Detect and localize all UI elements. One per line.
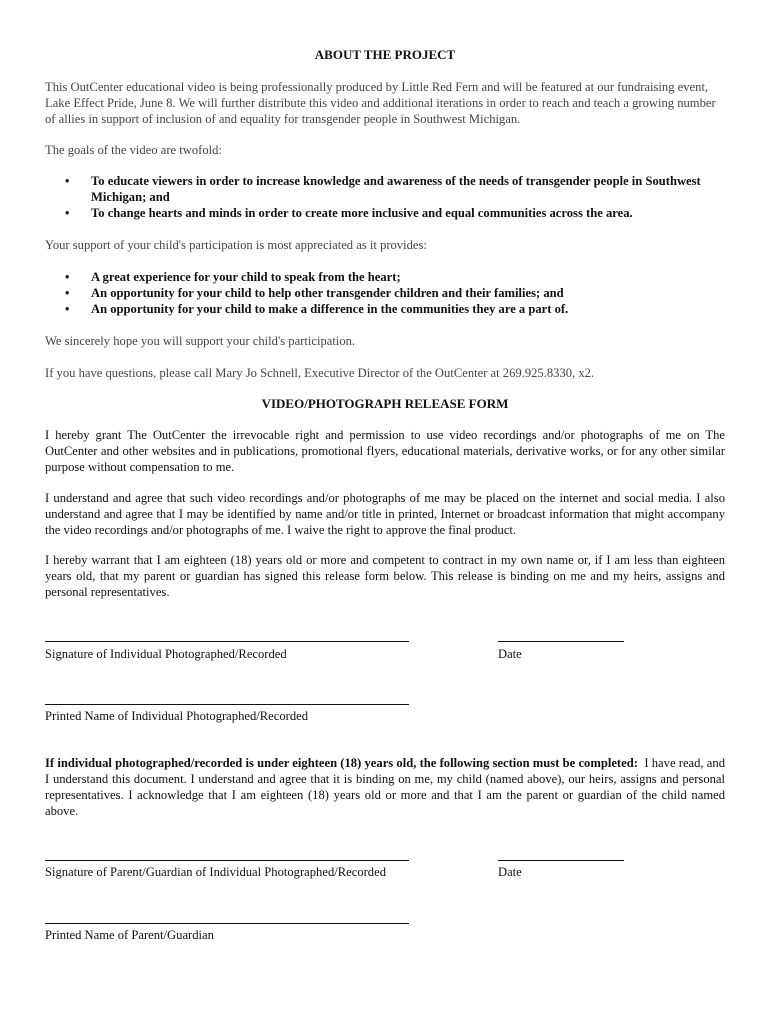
- release-heading: VIDEO/PHOTOGRAPH RELEASE FORM: [261, 396, 509, 411]
- parent-signature-line[interactable]: [45, 860, 409, 861]
- list-item: • An opportunity for your child to help other transgender children and their families; and: [65, 286, 564, 300]
- about-intro: This OutCenter educational video is being professionally produced by Little Red Fern and will be featured at our fundraising event, Lake Effect Pride, June 8. We will further distribute this video and additional iterations in order to reach and teach a growing number of allies in support of inclusion of and equality for transgender people in Southwest Michigan.: [45, 80, 716, 126]
- individual-date-label: Date: [498, 647, 522, 661]
- bullet-icon: •: [65, 174, 70, 188]
- release-para-3: I hereby warrant that I am eighteen (18) years old or more and competent to contract in my own name or, if I am less than eighteen years old, that my parent or guardian has signed this release form below. This release is binding on me and my heirs, assigns and personal representatives.: [45, 553, 725, 599]
- individual-signature-label: Signature of Individual Photographed/Recorded: [45, 647, 287, 661]
- list-item: • To educate viewers in order to increase knowledge and awareness of the needs of transgender people in Southwest Michigan; and: [65, 174, 701, 204]
- contact-text: If you have questions, please call Mary Jo Schnell, Executive Director of the OutCenter at 269.925.8330, x2.: [45, 366, 595, 380]
- benefits-list: [45, 269, 725, 317]
- parent-date-label: Date: [498, 865, 522, 879]
- minor-section-body: I have read, and I understand this document. I understand and agree that it is binding on me, my child (named above), our heirs, assigns and personal representatives. I acknowledge that I am eighteen (18) years old or more and that I am the parent or guardian of the child named above.: [45, 756, 725, 818]
- parent-signature-label: Signature of Parent/Guardian of Individual Photographed/Recorded: [45, 865, 386, 879]
- hope-text: We sincerely hope you will support your child's participation.: [45, 334, 356, 348]
- list-item: • An opportunity for your child to make a difference in the communities they are a part of.: [65, 302, 569, 316]
- list-item: • A great experience for your child to speak from the heart;: [65, 270, 401, 284]
- bullet-icon: •: [65, 302, 70, 316]
- about-heading: ABOUT THE PROJECT: [314, 47, 456, 62]
- bullet-icon: •: [65, 270, 70, 284]
- goals-list: [45, 173, 725, 221]
- release-para-1: I hereby grant The OutCenter the irrevocable right and permission to use video recordings and/or photographs of me on The OutCenter and other websites and in publications, promotional flyers, educational materials, derivative works, or for any other similar purpose without compensation to me.: [45, 428, 725, 474]
- individual-printed-name-line[interactable]: [45, 704, 409, 705]
- minor-section-text: [45, 755, 725, 819]
- support-intro: Your support of your child's participation is most appreciated as it provides:: [45, 238, 427, 252]
- bullet-icon: •: [65, 206, 70, 220]
- parent-printed-name-line[interactable]: [45, 923, 409, 924]
- minor-section-heading: If individual photographed/recorded is under eighteen (18) years old, the following section must be completed:: [45, 756, 638, 770]
- list-item: • To change hearts and minds in order to create more inclusive and equal communities across the area.: [65, 206, 633, 220]
- individual-signature-line[interactable]: [45, 641, 409, 642]
- parent-date-line[interactable]: [498, 860, 624, 861]
- parent-printed-name-label: Printed Name of Parent/Guardian: [45, 928, 214, 942]
- release-para-2: I understand and agree that such video recordings and/or photographs of me may be placed on the internet and social media. I also understand and agree that I may be identified by name and/or title in printed, Internet or broadcast information that might accompany the video recordings and/or photographs of me. I waive the right to approve the final product.: [45, 491, 725, 537]
- individual-printed-name-label: Printed Name of Individual Photographed/Recorded: [45, 709, 309, 723]
- goals-intro: The goals of the video are twofold:: [45, 143, 222, 157]
- individual-date-line[interactable]: [498, 641, 624, 642]
- bullet-icon: •: [65, 286, 70, 300]
